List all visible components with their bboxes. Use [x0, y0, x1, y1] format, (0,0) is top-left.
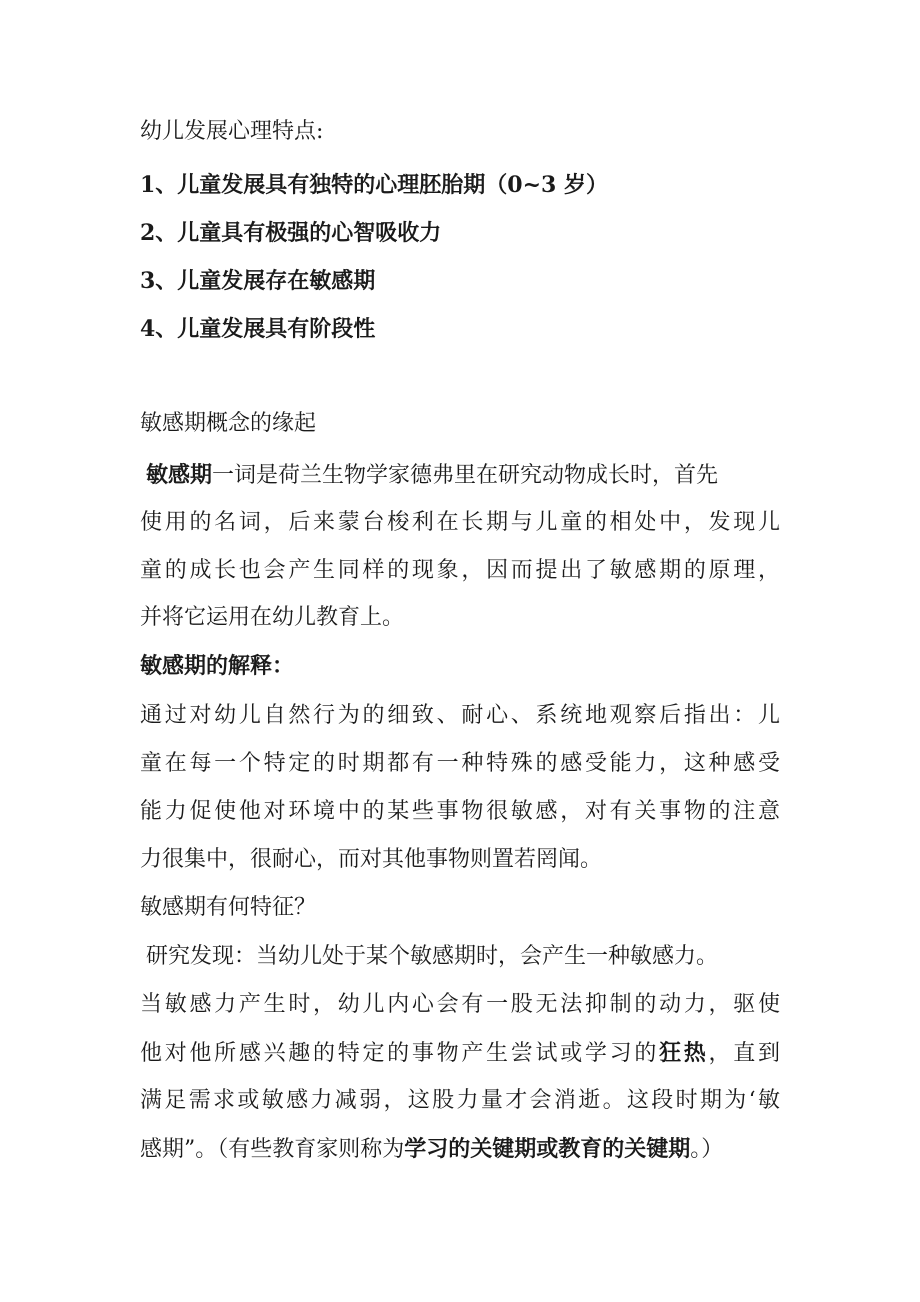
term-fervor: 狂热	[659, 1040, 709, 1066]
section4-line-4: 满足需求或敏感力减弱，这股力量才会消逝。这段时期为‘敏	[140, 1088, 780, 1113]
section3-line-4: 力很集中，很耐心，而对其他事物则置若罔闻。	[140, 847, 603, 872]
section1-item-1: 1、儿童发展具有独特的心理胚胎期（0~3 岁）	[140, 172, 609, 198]
section4-line-3	[140, 1038, 780, 1068]
section2-para-line-1-text: 一词是荷兰生物学家德弗里在研究动物成长时，首先	[212, 463, 719, 488]
section4-line-5-end: 。）	[690, 1137, 724, 1162]
section2-heading: 敏感期概念的缘起	[140, 411, 317, 436]
section3-line-3: 能力促使他对环境中的某些事物很敏感，对有关事物的注意	[140, 799, 780, 824]
section4-line-3-end: ，直到	[708, 1041, 780, 1066]
section1-item-3: 3、儿童发展存在敏感期	[140, 268, 376, 294]
section2-para-line-4: 并将它运用在幼儿教育上。	[140, 605, 405, 630]
section2-para-line-1	[146, 460, 718, 490]
section3-line-1: 通过对幼儿自然行为的细致、耐心、系统地观察后指出：儿	[140, 703, 780, 728]
term-critical-period: 学习的关键期或教育的关键期	[404, 1136, 691, 1162]
section1-item-4: 4、儿童发展具有阶段性	[140, 316, 376, 342]
section3-line-2: 童在每一个特定的时期都有一种特殊的感受能力，这种感受	[140, 751, 780, 776]
term-sensitive-period: 敏感期	[146, 462, 213, 488]
section4-line-5-text: 感期”。（有些教育家则称为	[140, 1137, 405, 1162]
section2-para-line-3: 童的成长也会产生同样的现象，因而提出了敏感期的原理，	[140, 558, 780, 583]
section4-heading: 敏感期有何特征？	[140, 895, 317, 920]
section4-line-1: 研究发现：当幼儿处于某个敏感期时，会产生一种敏感力。	[146, 944, 719, 969]
section1-item-2: 2、儿童具有极强的心智吸收力	[140, 220, 442, 246]
section3-heading: 敏感期的解释：	[140, 653, 295, 679]
section2-para-line-2: 使用的名词，后来蒙台梭利在长期与儿童的相处中，发现儿	[140, 510, 780, 535]
section4-line-5	[140, 1134, 723, 1164]
section4-line-3-text: 他对他所感兴趣的特定的事物产生尝试或学习的	[140, 1041, 660, 1066]
section4-line-2: 当敏感力产生时，幼儿内心会有一股无法抑制的动力，驱使	[140, 992, 780, 1017]
section1-heading: 幼儿发展心理特点:	[140, 119, 324, 144]
